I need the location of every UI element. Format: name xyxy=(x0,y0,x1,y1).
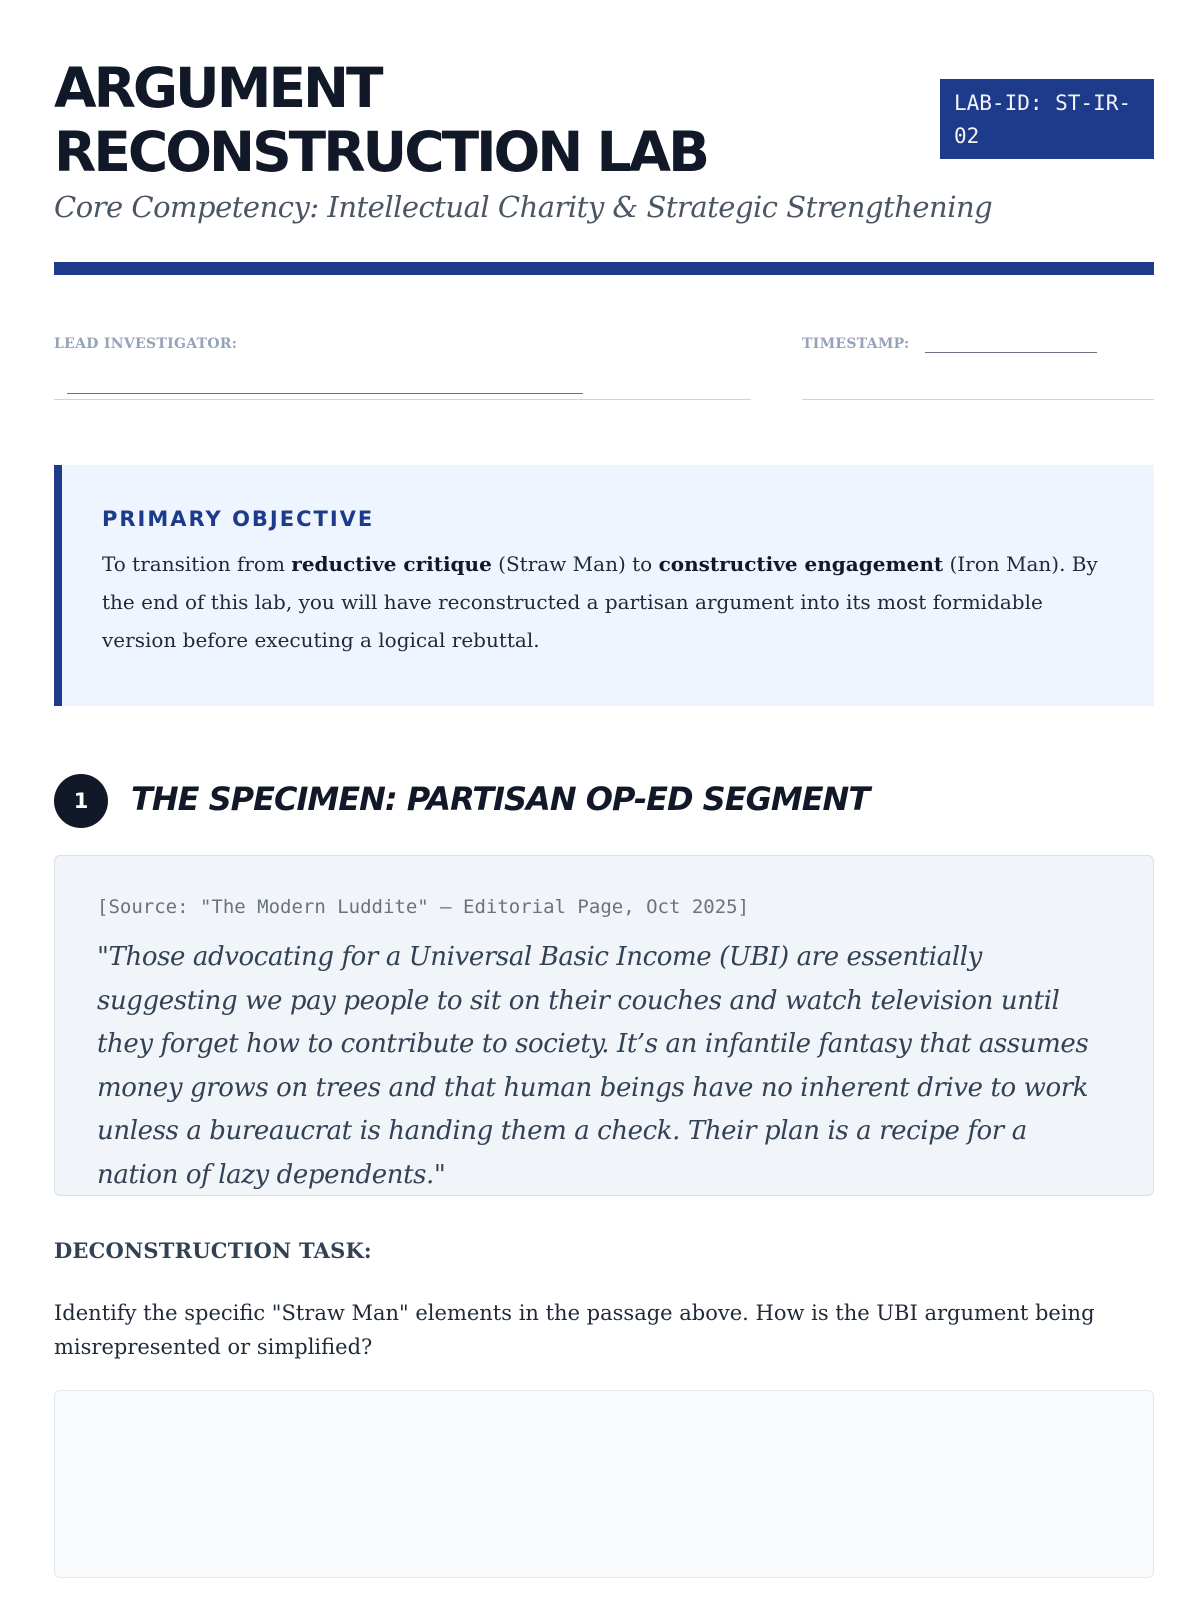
objective-text-part: To transition from xyxy=(102,552,292,576)
specimen-quote: "Those advocating for a Universal Basic Income (UBI) are essentially suggesting we pay people to sit on their couches and watch television until they forget how to contribute to society. It’s an infantile fantasy that assumes money grows on trees and that human beings have no inherent drive to work unless a bureaucrat is handing them a check. Their plan is a recipe for a nation of lazy dependents." xyxy=(97,942,1089,1190)
title-line-2: RECONSTRUCTION LAB xyxy=(54,120,708,184)
page-subtitle: Core Competency: Intellectual Charity & Strategic Strengthening xyxy=(54,190,993,224)
section-header xyxy=(54,774,1154,830)
timestamp-label: TIMESTAMP: xyxy=(802,336,910,352)
investigator-underline xyxy=(54,399,751,400)
answer-field[interactable] xyxy=(54,1390,1154,1578)
lab-id-badge: LAB-ID: ST-IR-02 xyxy=(940,79,1154,159)
investigator-label: LEAD INVESTIGATOR: xyxy=(54,336,238,352)
section-number-badge: 1 xyxy=(54,774,108,828)
page-title xyxy=(54,56,914,184)
task-prompt: Identify the specific "Straw Man" elements in the passage above. How is the UBI argument being misrepresented or simplified? xyxy=(54,1301,1095,1359)
objective-text xyxy=(102,545,1110,659)
specimen-source: [Source: "The Modern Luddite" — Editorial Page, Oct 2025] xyxy=(97,896,750,918)
task-label: DECONSTRUCTION TASK: xyxy=(54,1238,372,1263)
timestamp-underline xyxy=(802,399,1154,400)
objective-emphasis-constructive: constructive engagement xyxy=(658,552,944,576)
title-divider xyxy=(54,262,1154,275)
timestamp-field[interactable] xyxy=(925,352,1097,353)
specimen-box xyxy=(54,855,1154,1196)
section-title: THE SPECIMEN: PARTISAN OP-ED SEGMENT xyxy=(131,780,870,818)
title-line-1: ARGUMENT xyxy=(54,56,381,120)
investigator-name-field[interactable] xyxy=(67,393,583,394)
objective-emphasis-reductive: reductive critique xyxy=(291,552,492,576)
worksheet-page xyxy=(54,0,1154,1600)
primary-objective-box xyxy=(54,465,1154,706)
objective-text-part: (Straw Man) to xyxy=(491,552,659,576)
objective-text-part: (Iron Man). By the end of this lab, you will have reconstructed a partisan argument into its most formidable version before executing a logical rebuttal. xyxy=(102,552,1098,652)
objective-heading: PRIMARY OBJECTIVE xyxy=(102,507,375,531)
